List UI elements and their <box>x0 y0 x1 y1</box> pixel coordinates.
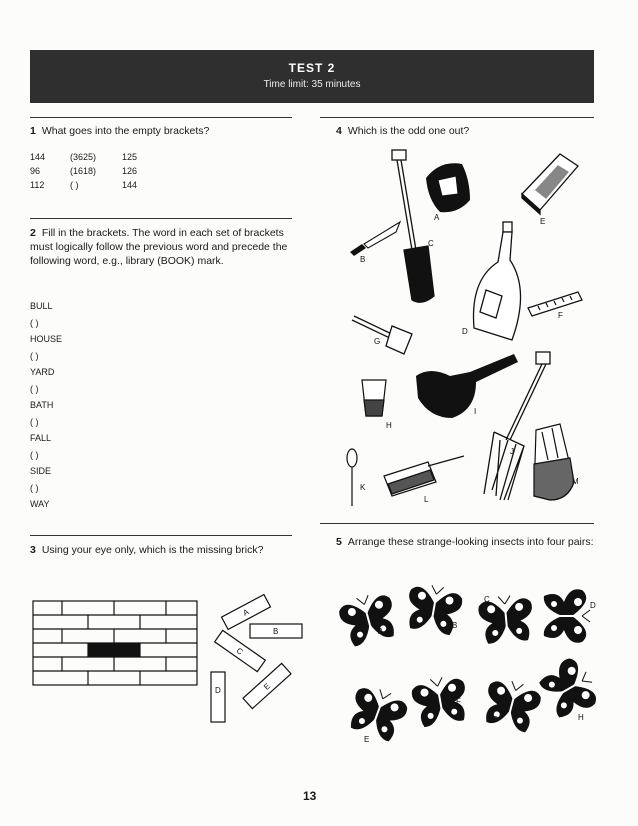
time-limit: Time limit: 35 minutes <box>263 79 361 90</box>
table-cell: 144 <box>30 152 46 162</box>
object-label-f: F <box>558 311 563 320</box>
table-cell: 112 <box>30 180 45 190</box>
question-2-number: 2 <box>30 227 36 239</box>
table-cell: 125 <box>122 152 138 162</box>
insect-d-icon[interactable] <box>544 589 590 643</box>
question-5-text: Arrange these strange-looking insects into four pairs: <box>347 536 594 548</box>
insect-label-e: E <box>364 735 370 744</box>
object-label-m: M <box>572 477 579 486</box>
insect-label-f: F <box>456 697 461 706</box>
insect-g-icon[interactable] <box>480 676 544 734</box>
insect-label-g: G <box>492 715 499 724</box>
insect-f-icon[interactable] <box>410 674 471 729</box>
insect-label-b: B <box>452 621 458 630</box>
question-5-number: 5 <box>336 536 342 548</box>
object-label-a: A <box>434 213 440 222</box>
insect-h-icon[interactable] <box>536 654 603 724</box>
insect-label-c: C <box>484 595 490 604</box>
test-title: TEST 2 <box>288 61 336 75</box>
object-label-i: I <box>474 407 477 416</box>
answer-blank[interactable]: ( ) <box>70 180 79 190</box>
table-cell: 96 <box>30 166 41 176</box>
question-2-text: Fill in the brackets. The word in each set of brackets must logically follow the previous word and precede the following word, e.g., library (BOOK) mark. <box>30 227 288 267</box>
table-cell: (3625) <box>70 152 97 162</box>
chain-word: HOUSE <box>30 334 63 344</box>
insect-a-icon[interactable] <box>336 590 400 648</box>
question-3-text: Using your eye only, which is the missing brick? <box>41 544 264 556</box>
chain-blank[interactable]: ( ) <box>30 416 39 427</box>
brick-label: C <box>234 646 245 657</box>
chain-word: YARD <box>30 367 55 377</box>
object-label-l: L <box>424 495 429 504</box>
question-1-text: What goes into the empty brackets? <box>41 125 210 137</box>
question-4-text: Which is the odd one out? <box>347 125 470 137</box>
table-cell: 144 <box>122 180 138 190</box>
page-number: 13 <box>303 789 317 803</box>
insect-e-icon[interactable] <box>345 682 411 744</box>
question-3-number: 3 <box>30 544 36 556</box>
brick-label: D <box>215 686 221 695</box>
chain-word: BATH <box>30 400 54 410</box>
object-label-k: K <box>360 483 366 492</box>
chain-blank[interactable]: ( ) <box>30 482 39 493</box>
table-cell: (1618) <box>70 166 97 176</box>
object-label-g: G <box>374 337 381 346</box>
question-4-number: 4 <box>336 125 342 137</box>
object-label-h: H <box>386 421 392 430</box>
object-label-b: B <box>360 255 366 264</box>
table-cell: 126 <box>122 166 138 176</box>
chain-word: SIDE <box>30 466 52 476</box>
chain-blank[interactable]: ( ) <box>30 449 39 460</box>
object-label-d: D <box>462 327 468 336</box>
object-label-e: E <box>540 217 546 226</box>
chain-word: FALL <box>30 433 52 443</box>
chain-blank[interactable]: ( ) <box>30 317 39 328</box>
insect-label-h: H <box>578 713 584 722</box>
chain-blank[interactable]: ( ) <box>30 350 39 361</box>
question-1-number: 1 <box>30 125 36 137</box>
chain-word: BULL <box>30 301 53 311</box>
chain-blank[interactable]: ( ) <box>30 383 39 394</box>
insect-label-d: D <box>590 601 596 610</box>
brick-label: E <box>262 681 273 692</box>
chain-word: WAY <box>30 499 50 509</box>
object-label-j: J <box>510 447 514 456</box>
object-label-c: C <box>428 239 434 248</box>
insect-label-a: A <box>378 627 384 636</box>
brick-label: B <box>273 627 279 636</box>
brick-label: A <box>241 607 251 618</box>
